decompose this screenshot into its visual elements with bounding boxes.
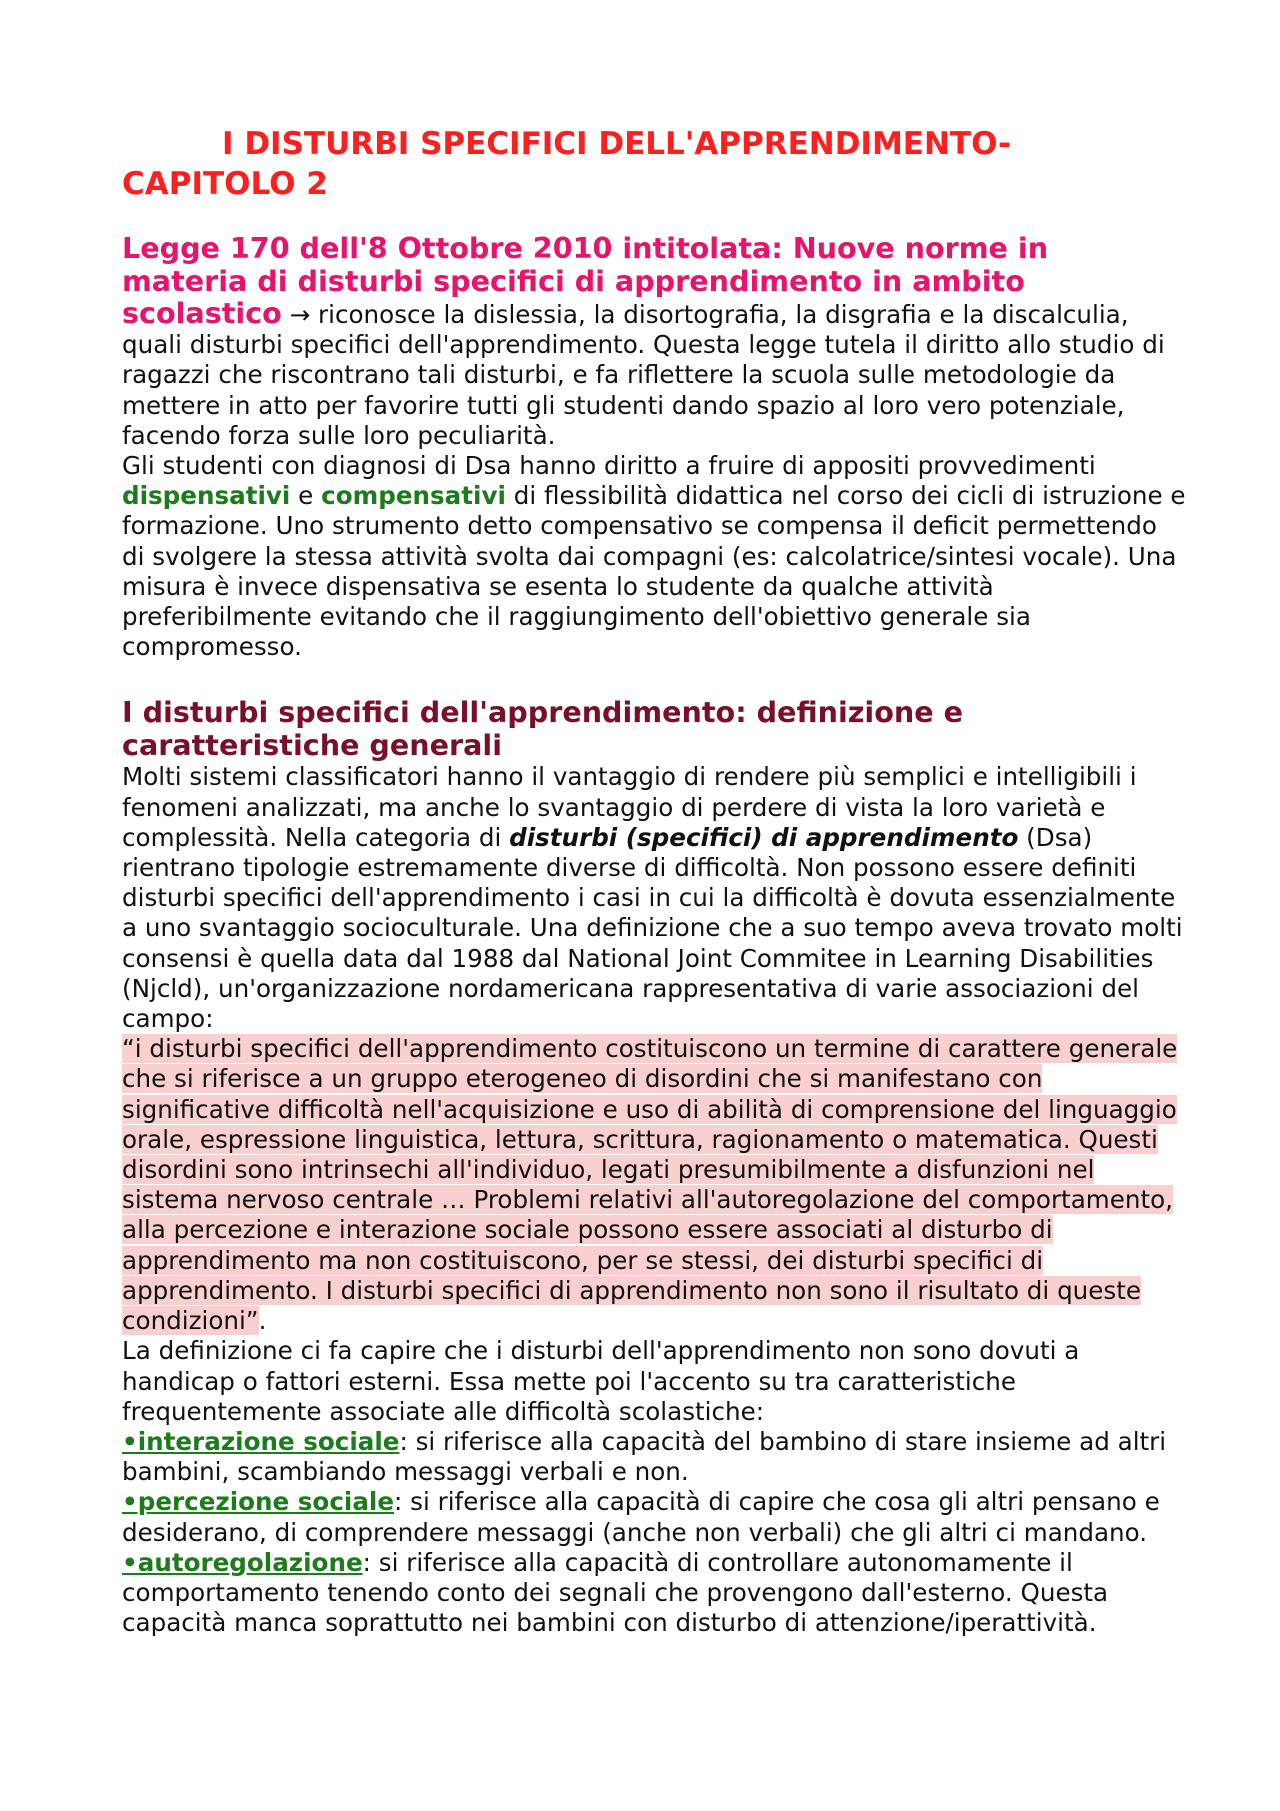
- conjunction: e: [290, 481, 322, 511]
- bullet-term-autoregolazione: •autoregolazione: [122, 1547, 363, 1577]
- law-heading-line-1: Legge 170 dell'8 Ottobre 2010 intitolata: Nuove norme in: [122, 231, 1049, 265]
- highlighted-quote: “i disturbi specifici dell'apprendimento costituiscono un termine di carattere generale che si riferisce a un gruppo eterogeneo di disordini che si manifestano con significative difficoltà nell'acquisizione e uso di abilità di comprensione del linguaggio orale, espressione linguistica, lettura, scrittura, ragionamento o matematica. Questi disordini sono intrinsechi all'individuo, legati presumibilmente a disfunzioni nel sistema nervoso centrale … Problemi relativi all'autoregolazione del comportamento, alla percezione e interazione sociale possono essere associati al disturbo di apprendimento ma non costituiscono, per se stessi, dei disturbi specifici di apprendimento. I disturbi specifici di apprendimento non sono il risultato di queste condizioni”: [122, 1034, 1178, 1336]
- title-line-2: CAPITOLO 2: [122, 166, 328, 202]
- law-paragraph-2-end: di flessibilità didattica nel corso dei cicli di istruzione e formazione. Uno strumento detto compensativo se compensa il deficit permettendo di svolgere la stessa attività svolta dai compagni (es: calcolatrice/sintesi vocale). Una misura è invece dispensativa se esenta lo studente da qualche attività preferibilmente evitando che il raggiungimento dell'obiettivo generale sia compromesso.: [122, 481, 1186, 662]
- definition-heading: [122, 696, 1187, 762]
- law-paragraph-1: [122, 298, 1187, 451]
- bullet-term-interazione: •interazione sociale: [122, 1426, 400, 1456]
- definition-paragraph-2: La definizione ci fa capire che i disturbi dell'apprendimento non sono dovuti a handicap o fattori esterni. Essa mette poi l'accento su tra caratteristiche frequentemente associate alle difficoltà scolastiche:: [122, 1336, 1080, 1426]
- definition-paragraph-1-end: (Dsa) rientrano tipologie estremamente diverse di difficoltà. Non possono essere definiti disturbi specifici dell'apprendimento i casi in cui la difficoltà è dovuta essenzialmente a uno svantaggio socioculturale. Una definizione che a suo tempo aveva trovato molti consensi è quella data dal 1988 dal National Joint Commitee in Learning Disabilities (Njcld), un'organizzazione nordamericana rappresentativa di varie associazioni del campo:: [122, 822, 1183, 1034]
- definition-heading-line-1: I disturbi specifici dell'apprendimento: definizione e: [122, 695, 963, 730]
- bullet-text-autoregolazione: : si riferisce alla capacità di controllare autonomamente il comportamento tenendo conto dei segnali che provengono dall'esterno. Questa capacità manca soprattutto nei bambini con disturbo di attenzione/iperattività.: [122, 1547, 1109, 1638]
- law-paragraph-2-start: Gli studenti con diagnosi di Dsa hanno diritto a fruire di appositi provvedimenti: [122, 451, 1096, 481]
- definition-heading-line-2: caratteristiche generali: [122, 728, 503, 763]
- definition-paragraph-1: [122, 762, 1187, 1034]
- bullet-text-percezione: : si riferisce alla capacità di capire che cosa gli altri pensano e desiderano, di comprendere messaggi (anche non verbali) che gli altri ci mandano.: [122, 1487, 1160, 1547]
- emphasis-dsa: disturbi (specifici) di apprendimento: [509, 822, 1019, 852]
- document-content: [122, 124, 1187, 1638]
- bullet-term-percezione: •percezione sociale: [122, 1487, 395, 1517]
- title-line-1: I DISTURBI SPECIFICI DELL'APPRENDIMENTO-: [222, 126, 1011, 162]
- term-dispensativi: dispensativi: [122, 481, 291, 511]
- definition-paragraph-1-start: Molti sistemi classificatori hanno il vantaggio di rendere più semplici e intelligibili i fenomeni analizzati, ma anche lo svantaggio di perdere di vista la loro varietà e complessità. Nella categoria di: [122, 762, 1137, 852]
- quote-end: .: [258, 1306, 267, 1336]
- law-heading-line-2: materia di disturbi specifici di apprendimento in ambito: [122, 264, 1025, 298]
- law-heading-line-3: scolastico: [122, 296, 282, 330]
- bullet-text-interazione: : si riferisce alla capacità del bambino di stare insieme ad altri bambini, scambiando messaggi verbali e non.: [122, 1426, 1167, 1487]
- bullet-item-percezione: [122, 1487, 1187, 1547]
- bullet-item-interazione: [122, 1427, 1187, 1487]
- law-paragraph-2: [122, 451, 1187, 662]
- arrow-symbol: →: [281, 300, 319, 329]
- page-title: [122, 124, 1187, 204]
- law-paragraph-1-text: riconosce la dislessia, la disortografia, la disgrafia e la discalculia, quali disturbi specifici dell'apprendimento. Questa legge tutela il diritto allo studio di ragazzi che riscontrano tali disturbi, e fa riflettere la scuola sulle metodologie da mettere in atto per favorire tutti gli studenti dando spazio al loro vero potenziale, facendo forza sulle loro peculiarità.: [122, 300, 1165, 450]
- term-compensativi: compensativi: [321, 481, 506, 511]
- law-heading: [122, 232, 1187, 298]
- bullet-item-autoregolazione: [122, 1548, 1187, 1639]
- quote-paragraph: [122, 1034, 1187, 1336]
